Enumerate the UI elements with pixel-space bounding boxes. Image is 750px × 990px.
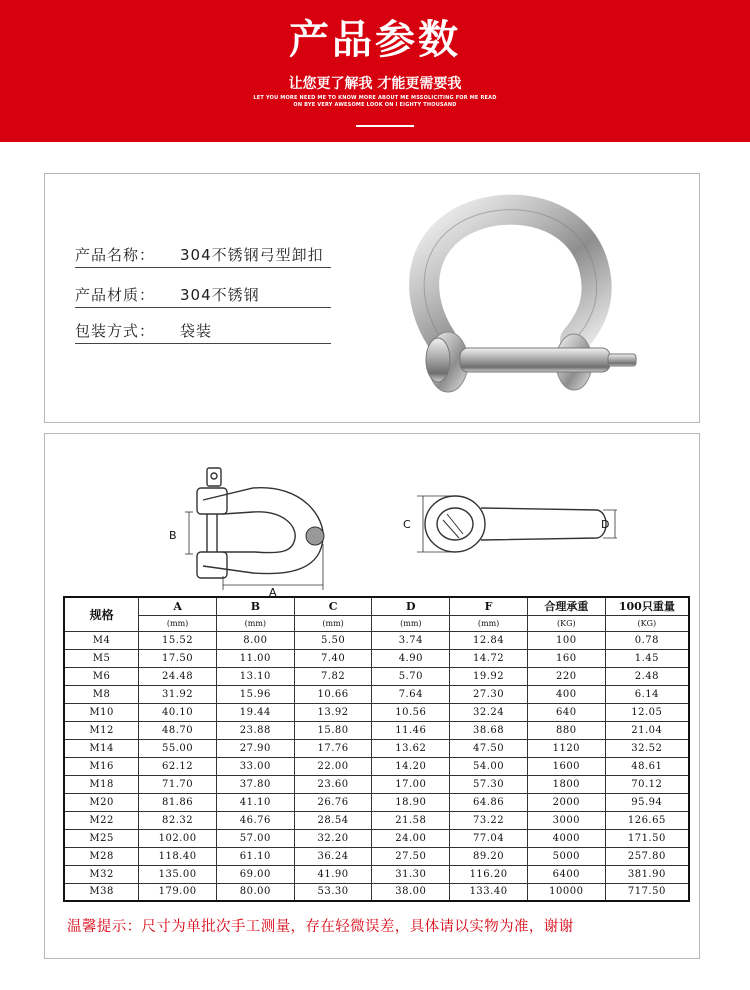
spec-value-cell: 69.00 xyxy=(216,865,294,883)
spec-value-cell: 126.65 xyxy=(605,811,689,829)
spec-value-cell: 38.68 xyxy=(450,721,528,739)
spec-value-cell: 27.30 xyxy=(450,685,528,703)
spec-value-cell: 14.72 xyxy=(450,649,528,667)
spec-value-cell: 81.86 xyxy=(139,793,217,811)
spec-value-cell: 0.78 xyxy=(605,631,689,649)
table-row xyxy=(64,847,689,865)
spec-value-cell: 61.10 xyxy=(216,847,294,865)
table-row xyxy=(64,685,689,703)
spec-value-cell: 171.50 xyxy=(605,829,689,847)
spec-size-cell: M32 xyxy=(64,865,139,883)
spec-value-cell: 179.00 xyxy=(139,883,217,901)
spec-value-cell: 40.10 xyxy=(139,703,217,721)
spec-value-cell: 18.90 xyxy=(372,793,450,811)
spec-value-cell: 32.24 xyxy=(450,703,528,721)
shackle-side-drawing xyxy=(163,448,343,596)
spec-value-cell: 15.52 xyxy=(139,631,217,649)
spec-value-cell: 48.61 xyxy=(605,757,689,775)
column-unit: (mm) xyxy=(450,615,528,631)
spec-size-cell: M20 xyxy=(64,793,139,811)
column-unit: (mm) xyxy=(216,615,294,631)
spec-value-cell: 22.00 xyxy=(294,757,372,775)
spec-value-cell: 160 xyxy=(527,649,605,667)
column-header: D xyxy=(372,597,450,615)
spec-value-cell: 4.90 xyxy=(372,649,450,667)
english-tagline xyxy=(0,95,750,109)
dimension-label-b: B xyxy=(169,529,177,542)
spec-size-cell: M5 xyxy=(64,649,139,667)
spec-value-cell: 133.40 xyxy=(450,883,528,901)
spec-value-cell: 2.48 xyxy=(605,667,689,685)
spec-value-cell: 46.76 xyxy=(216,811,294,829)
spec-value-cell: 13.92 xyxy=(294,703,372,721)
spec-value-cell: 14.20 xyxy=(372,757,450,775)
spec-value-cell: 11.46 xyxy=(372,721,450,739)
spec-value-cell: 32.20 xyxy=(294,829,372,847)
spec-value-cell: 2000 xyxy=(527,793,605,811)
info-label: 产品名称： xyxy=(75,246,156,264)
column-header: A xyxy=(139,597,217,615)
table-row xyxy=(64,649,689,667)
shackle-top-drawing xyxy=(377,484,617,564)
spec-value-cell: 7.64 xyxy=(372,685,450,703)
spec-value-cell: 62.12 xyxy=(139,757,217,775)
spec-value-cell: 73.22 xyxy=(450,811,528,829)
info-row-name xyxy=(75,244,331,268)
column-header: F xyxy=(450,597,528,615)
spec-value-cell: 17.76 xyxy=(294,739,372,757)
spec-size-cell: M6 xyxy=(64,667,139,685)
spec-value-cell: 23.88 xyxy=(216,721,294,739)
spec-value-cell: 100 xyxy=(527,631,605,649)
spec-value-cell: 17.50 xyxy=(139,649,217,667)
table-row xyxy=(64,829,689,847)
spec-value-cell: 21.58 xyxy=(372,811,450,829)
spec-size-cell: M8 xyxy=(64,685,139,703)
spec-size-cell: M28 xyxy=(64,847,139,865)
spec-value-cell: 10.56 xyxy=(372,703,450,721)
spec-size-cell: M12 xyxy=(64,721,139,739)
spec-value-cell: 4000 xyxy=(527,829,605,847)
spec-value-cell: 118.40 xyxy=(139,847,217,865)
table-unit-row xyxy=(64,615,689,631)
table-row xyxy=(64,631,689,649)
spec-value-cell: 23.60 xyxy=(294,775,372,793)
spec-value-cell: 116.20 xyxy=(450,865,528,883)
table-row xyxy=(64,865,689,883)
spec-value-cell: 31.30 xyxy=(372,865,450,883)
spec-value-cell: 89.20 xyxy=(450,847,528,865)
spec-value-cell: 135.00 xyxy=(139,865,217,883)
spec-size-cell: M38 xyxy=(64,883,139,901)
spec-value-cell: 27.50 xyxy=(372,847,450,865)
spec-value-cell: 80.00 xyxy=(216,883,294,901)
spec-value-cell: 10.66 xyxy=(294,685,372,703)
dimension-label-d: D xyxy=(601,518,610,531)
spec-value-cell: 28.54 xyxy=(294,811,372,829)
spec-value-cell: 24.00 xyxy=(372,829,450,847)
dimension-label-a: A xyxy=(269,586,277,596)
spec-value-cell: 3000 xyxy=(527,811,605,829)
spec-value-cell: 5.70 xyxy=(372,667,450,685)
table-header-row xyxy=(64,597,689,615)
column-unit: (mm) xyxy=(139,615,217,631)
info-value: 304不锈钢 xyxy=(180,286,260,304)
column-header: 规格 xyxy=(64,597,139,631)
column-unit: (mm) xyxy=(294,615,372,631)
page-title: 产品参数 xyxy=(289,17,461,63)
spec-value-cell: 13.62 xyxy=(372,739,450,757)
page-subtitle: 让您更了解我 才能更需要我 xyxy=(288,76,462,92)
spec-value-cell: 37.80 xyxy=(216,775,294,793)
english-tagline-line2: ON BYE VERY AWESOME LOOK ON I EIGHTY THOUSAND xyxy=(293,102,457,108)
spec-value-cell: 6.14 xyxy=(605,685,689,703)
shackle-product-photo xyxy=(380,192,685,414)
spec-value-cell: 27.90 xyxy=(216,739,294,757)
spec-value-cell: 41.10 xyxy=(216,793,294,811)
spec-value-cell: 32.52 xyxy=(605,739,689,757)
spec-value-cell: 53.30 xyxy=(294,883,372,901)
spec-value-cell: 11.00 xyxy=(216,649,294,667)
spec-value-cell: 19.44 xyxy=(216,703,294,721)
spec-value-cell: 1800 xyxy=(527,775,605,793)
spec-value-cell: 70.12 xyxy=(605,775,689,793)
spec-size-cell: M10 xyxy=(64,703,139,721)
spec-value-cell: 55.00 xyxy=(139,739,217,757)
info-value: 304不锈钢弓型卸扣 xyxy=(180,246,324,264)
spec-value-cell: 54.00 xyxy=(450,757,528,775)
spec-table-body xyxy=(64,631,689,901)
table-row xyxy=(64,703,689,721)
spec-value-cell: 41.90 xyxy=(294,865,372,883)
table-row xyxy=(64,757,689,775)
table-row xyxy=(64,883,689,901)
spec-value-cell: 7.82 xyxy=(294,667,372,685)
table-row xyxy=(64,793,689,811)
spec-value-cell: 31.92 xyxy=(139,685,217,703)
spec-value-cell: 400 xyxy=(527,685,605,703)
column-unit: (KG) xyxy=(605,615,689,631)
column-unit: (mm) xyxy=(372,615,450,631)
english-tagline-line1: LET YOU MORE NEED ME TO KNOW MORE ABOUT ME MSSOLICITING FOR ME READ xyxy=(253,95,497,101)
spec-value-cell: 6400 xyxy=(527,865,605,883)
spec-table xyxy=(63,596,690,902)
spec-value-cell: 77.04 xyxy=(450,829,528,847)
spec-value-cell: 5000 xyxy=(527,847,605,865)
spec-value-cell: 381.90 xyxy=(605,865,689,883)
specification-panel xyxy=(44,433,700,959)
spec-size-cell: M4 xyxy=(64,631,139,649)
spec-value-cell: 57.30 xyxy=(450,775,528,793)
info-row-material xyxy=(75,284,331,308)
header-banner xyxy=(0,0,750,142)
spec-value-cell: 36.24 xyxy=(294,847,372,865)
column-header: B xyxy=(216,597,294,615)
header-divider xyxy=(356,125,414,127)
dimension-label-c: C xyxy=(403,518,411,531)
spec-value-cell: 640 xyxy=(527,703,605,721)
spec-value-cell: 102.00 xyxy=(139,829,217,847)
table-row xyxy=(64,667,689,685)
spec-value-cell: 257.80 xyxy=(605,847,689,865)
spec-value-cell: 717.50 xyxy=(605,883,689,901)
spec-value-cell: 15.96 xyxy=(216,685,294,703)
spec-value-cell: 7.40 xyxy=(294,649,372,667)
spec-value-cell: 220 xyxy=(527,667,605,685)
column-header: 100只重量 xyxy=(605,597,689,615)
info-value: 袋装 xyxy=(180,322,213,340)
info-label: 包装方式： xyxy=(75,322,156,340)
spec-value-cell: 21.04 xyxy=(605,721,689,739)
spec-value-cell: 10000 xyxy=(527,883,605,901)
column-unit: (KG) xyxy=(527,615,605,631)
spec-value-cell: 8.00 xyxy=(216,631,294,649)
spec-value-cell: 33.00 xyxy=(216,757,294,775)
table-row xyxy=(64,775,689,793)
spec-size-cell: M22 xyxy=(64,811,139,829)
spec-value-cell: 47.50 xyxy=(450,739,528,757)
spec-value-cell: 13.10 xyxy=(216,667,294,685)
spec-value-cell: 38.00 xyxy=(372,883,450,901)
spec-value-cell: 1120 xyxy=(527,739,605,757)
spec-value-cell: 880 xyxy=(527,721,605,739)
spec-value-cell: 64.86 xyxy=(450,793,528,811)
spec-value-cell: 19.92 xyxy=(450,667,528,685)
spec-value-cell: 5.50 xyxy=(294,631,372,649)
spec-value-cell: 95.94 xyxy=(605,793,689,811)
spec-value-cell: 1.45 xyxy=(605,649,689,667)
spec-value-cell: 3.74 xyxy=(372,631,450,649)
spec-value-cell: 15.80 xyxy=(294,721,372,739)
spec-value-cell: 48.70 xyxy=(139,721,217,739)
spec-size-cell: M18 xyxy=(64,775,139,793)
spec-value-cell: 1600 xyxy=(527,757,605,775)
spec-value-cell: 24.48 xyxy=(139,667,217,685)
spec-size-cell: M16 xyxy=(64,757,139,775)
spec-value-cell: 82.32 xyxy=(139,811,217,829)
spec-value-cell: 12.05 xyxy=(605,703,689,721)
spec-value-cell: 12.84 xyxy=(450,631,528,649)
spec-value-cell: 57.00 xyxy=(216,829,294,847)
product-info-panel xyxy=(44,173,700,423)
info-row-packaging xyxy=(75,320,331,344)
spec-value-cell: 17.00 xyxy=(372,775,450,793)
table-row xyxy=(64,721,689,739)
measurement-note: 温馨提示：尺寸为单批次手工测量，存在轻微误差，具体请以实物为准，谢谢 xyxy=(67,919,574,935)
column-header: C xyxy=(294,597,372,615)
spec-value-cell: 71.70 xyxy=(139,775,217,793)
table-row xyxy=(64,739,689,757)
table-row xyxy=(64,811,689,829)
spec-value-cell: 26.76 xyxy=(294,793,372,811)
spec-size-cell: M14 xyxy=(64,739,139,757)
info-label: 产品材质： xyxy=(75,286,156,304)
spec-size-cell: M25 xyxy=(64,829,139,847)
column-header: 合理承重 xyxy=(527,597,605,615)
